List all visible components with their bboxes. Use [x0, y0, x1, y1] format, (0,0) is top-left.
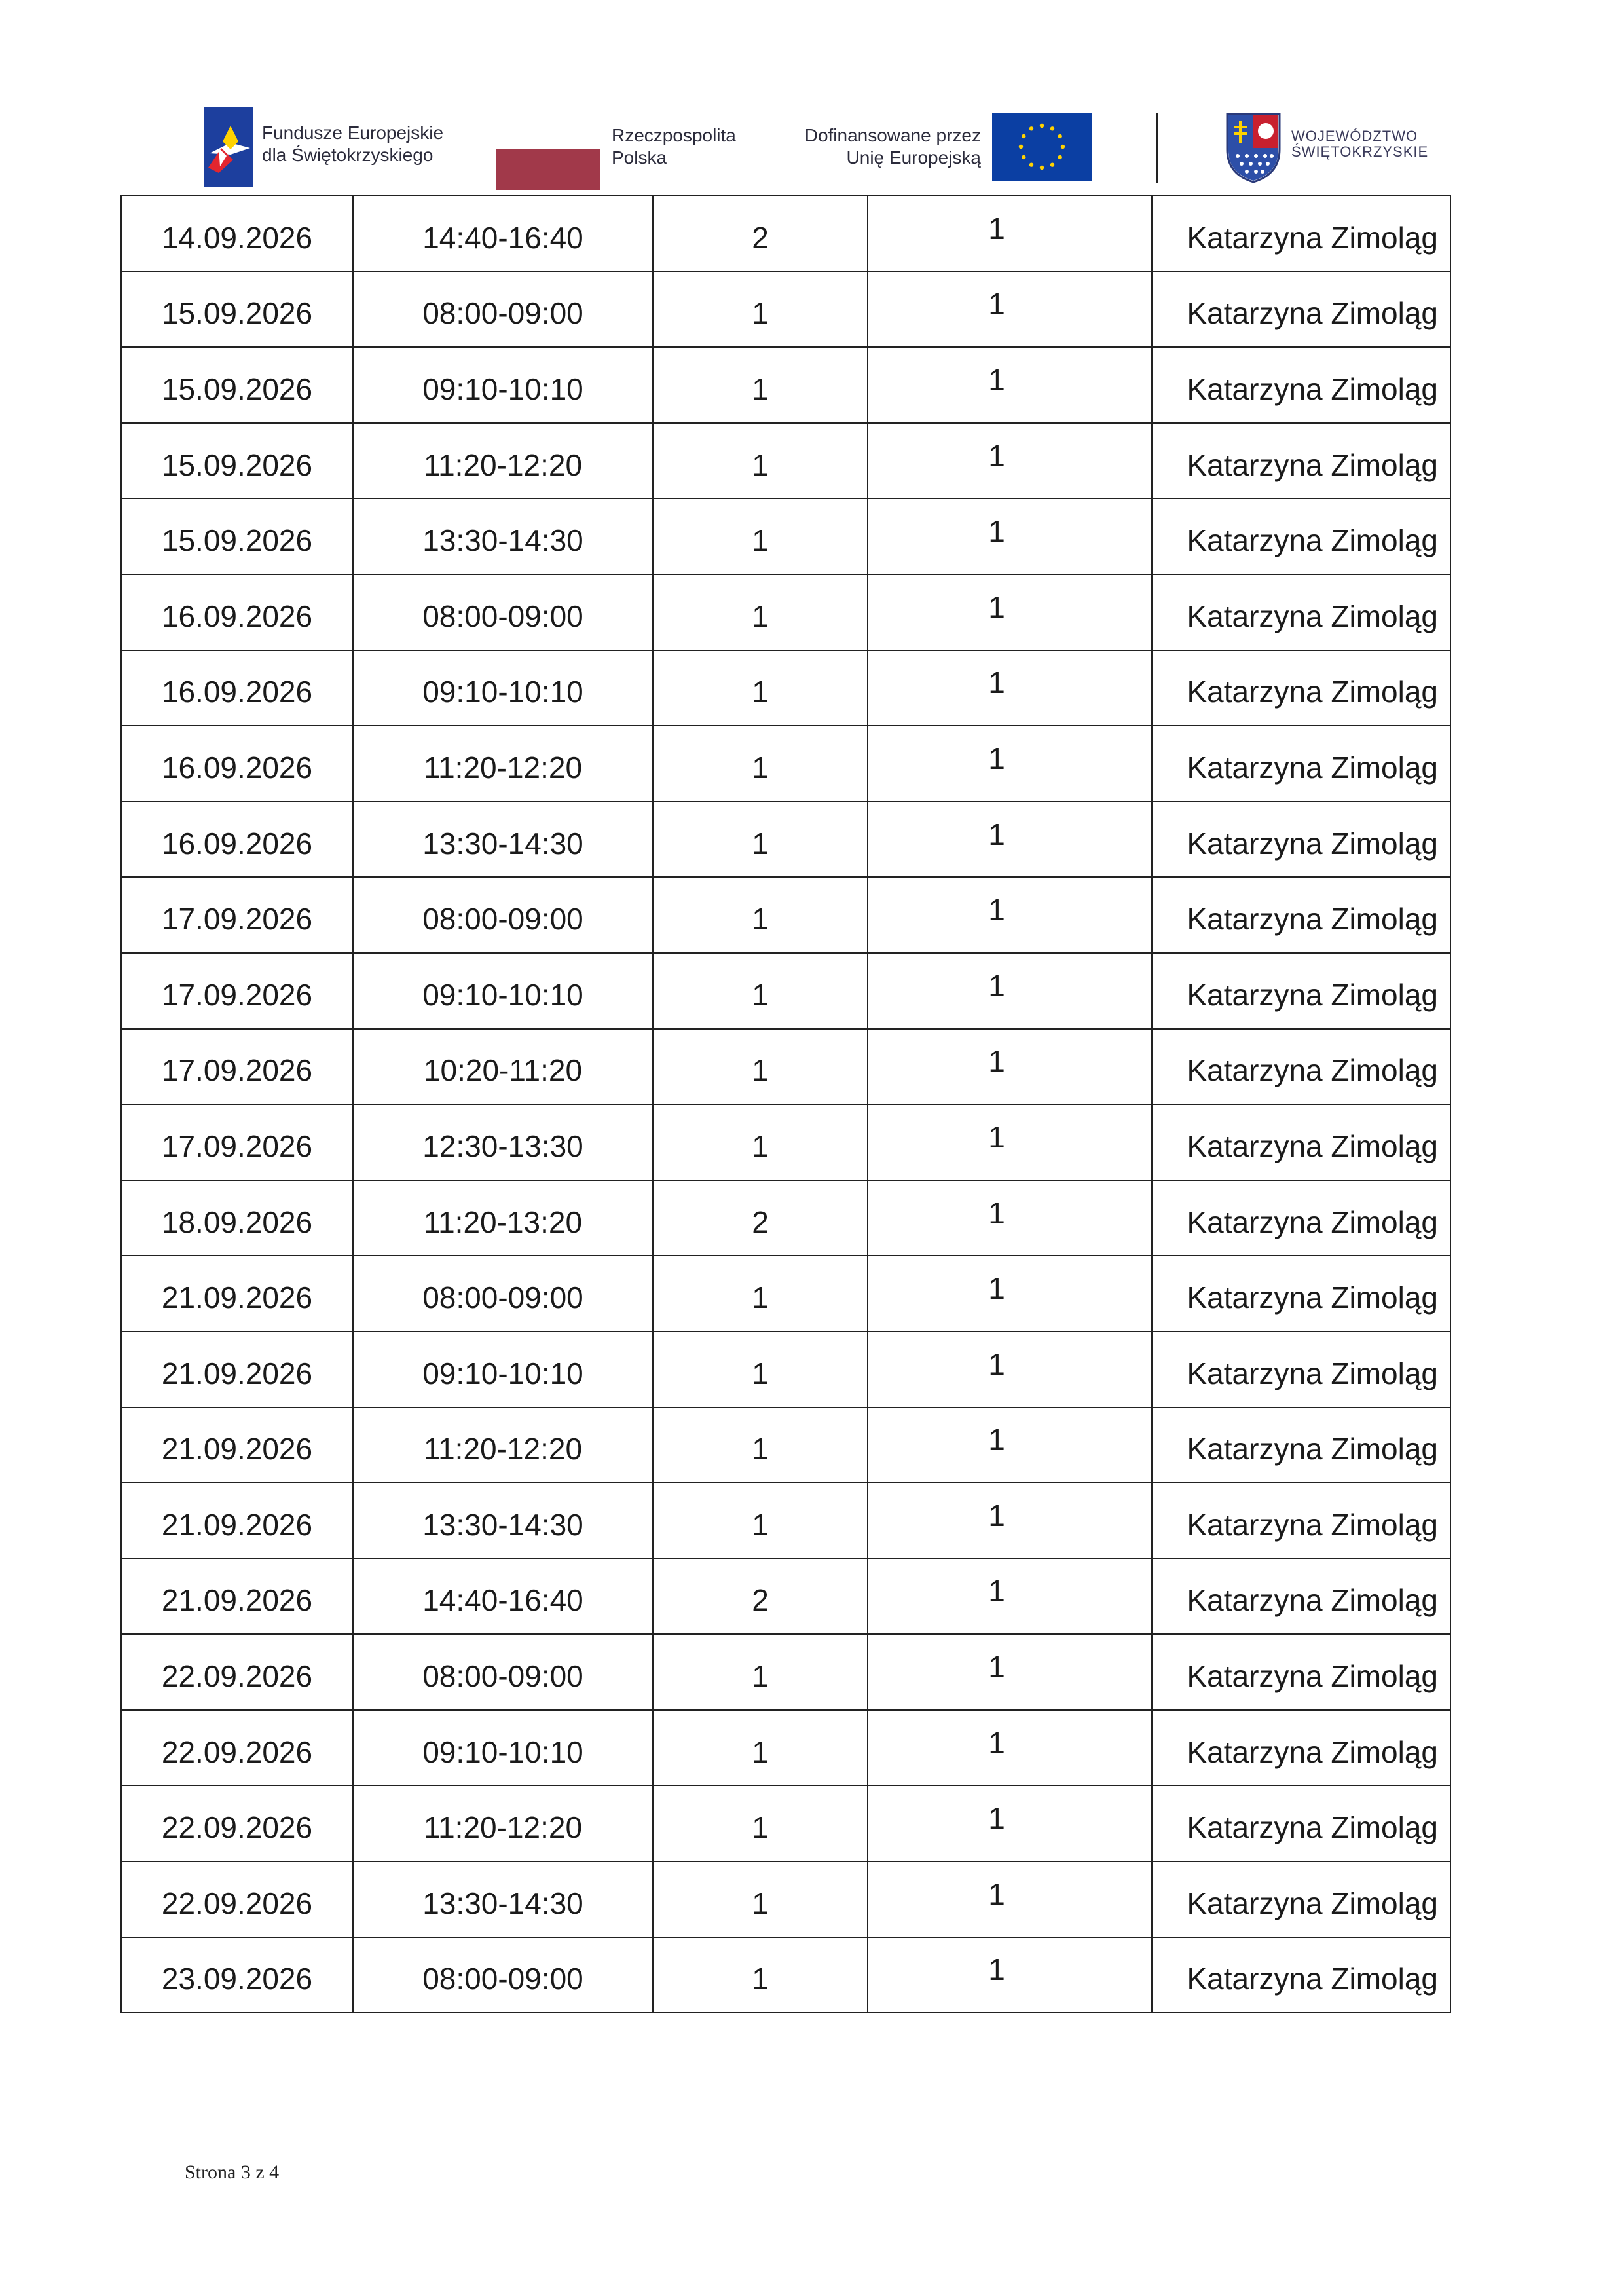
- teacher-cell-value: Katarzyna Zimoląg: [1187, 1583, 1438, 1618]
- date-cell-value: 21.09.2026: [161, 1432, 313, 1466]
- table-row: [121, 953, 1450, 1029]
- hours-cell-value: 1: [752, 977, 769, 1012]
- date-cell-value: 16.09.2026: [161, 750, 313, 785]
- time-cell: [353, 1180, 653, 1256]
- teacher-cell-value: Katarzyna Zimoląg: [1187, 1280, 1438, 1315]
- hours-cell-value: 1: [752, 296, 769, 331]
- group-cell-value: 1: [988, 1195, 1005, 1230]
- hours-cell-value: 1: [752, 447, 769, 482]
- time-cell: [353, 423, 653, 499]
- teacher-cell: [1152, 1937, 1450, 2013]
- hours-cell-value: 1: [752, 1053, 769, 1088]
- hours-cell-value: 2: [752, 1583, 769, 1618]
- group-cell: [868, 498, 1152, 574]
- table-row: [121, 574, 1450, 650]
- group-cell: [868, 1483, 1152, 1559]
- teacher-cell-value: Katarzyna Zimoląg: [1187, 1129, 1438, 1163]
- time-cell-value: 11:20-13:20: [423, 1204, 583, 1239]
- date-cell: [121, 574, 353, 650]
- table-row: [121, 1104, 1450, 1180]
- time-cell-value: 09:10-10:10: [422, 675, 583, 709]
- table-row: [121, 1408, 1450, 1483]
- group-cell: [868, 1785, 1152, 1861]
- teacher-cell: [1152, 498, 1450, 574]
- time-cell: [353, 1104, 653, 1180]
- table-row: [121, 272, 1450, 348]
- group-cell-value: 1: [988, 968, 1005, 1003]
- eu-line1: Dofinansowane przez: [804, 125, 981, 145]
- table-row: [121, 1937, 1450, 2013]
- group-cell-value: 1: [988, 1498, 1005, 1533]
- hours-cell: [653, 498, 868, 574]
- date-cell-value: 16.09.2026: [161, 599, 313, 633]
- date-cell: [121, 650, 353, 726]
- hours-cell: [653, 1256, 868, 1332]
- teacher-cell: [1152, 953, 1450, 1029]
- date-cell: [121, 347, 353, 423]
- date-cell: [121, 1029, 353, 1105]
- time-cell-value: 09:10-10:10: [422, 1356, 583, 1390]
- date-cell: [121, 726, 353, 802]
- hours-cell-value: 1: [752, 371, 769, 406]
- table-row: [121, 498, 1450, 574]
- wojewodztwo-text: [1291, 128, 1428, 160]
- date-cell: [121, 1104, 353, 1180]
- date-cell-value: 15.09.2026: [161, 371, 313, 406]
- eu-funding-text: [784, 124, 981, 169]
- group-cell-value: 1: [988, 1876, 1005, 1911]
- hours-cell-value: 1: [752, 1507, 769, 1542]
- time-cell: [353, 1785, 653, 1861]
- hours-cell: [653, 1483, 868, 1559]
- eu-line2: Unię Europejską: [846, 147, 981, 168]
- time-cell: [353, 802, 653, 878]
- time-cell-value: 11:20-12:20: [423, 1432, 583, 1466]
- teacher-cell-value: Katarzyna Zimoląg: [1187, 1659, 1438, 1694]
- hours-cell-value: 1: [752, 826, 769, 861]
- time-cell: [353, 1408, 653, 1483]
- table-row: [121, 1180, 1450, 1256]
- group-cell: [868, 877, 1152, 953]
- teacher-cell: [1152, 347, 1450, 423]
- teacher-cell: [1152, 1710, 1450, 1786]
- hours-cell-value: 1: [752, 1734, 769, 1769]
- teacher-cell: [1152, 877, 1450, 953]
- time-cell-value: 08:00-09:00: [422, 1962, 583, 1996]
- group-cell: [868, 347, 1152, 423]
- teacher-cell: [1152, 1483, 1450, 1559]
- hours-cell-value: 1: [752, 1129, 769, 1163]
- hours-cell: [653, 1332, 868, 1408]
- group-cell-value: 1: [988, 1271, 1005, 1306]
- group-cell: [868, 1029, 1152, 1105]
- hours-cell-value: 1: [752, 1810, 769, 1845]
- time-cell: [353, 196, 653, 272]
- table-row: [121, 726, 1450, 802]
- time-cell: [353, 1861, 653, 1937]
- date-cell: [121, 953, 353, 1029]
- teacher-cell-value: Katarzyna Zimoląg: [1187, 599, 1438, 633]
- hours-cell: [653, 1408, 868, 1483]
- date-cell-value: 17.09.2026: [161, 977, 313, 1012]
- eu-flag-icon: [992, 113, 1092, 181]
- teacher-cell: [1152, 1408, 1450, 1483]
- teacher-cell-value: Katarzyna Zimoląg: [1187, 447, 1438, 482]
- time-cell: [353, 650, 653, 726]
- time-cell-value: 13:30-14:30: [422, 1886, 583, 1920]
- group-cell: [868, 953, 1152, 1029]
- page-number: Strona 3 z 4: [185, 2161, 280, 2183]
- date-cell-value: 17.09.2026: [161, 902, 313, 937]
- teacher-cell: [1152, 1332, 1450, 1408]
- teacher-cell-value: Katarzyna Zimoląg: [1187, 1886, 1438, 1920]
- fundusze-europejskie-logo: [204, 107, 253, 187]
- fe-line2: dla Świętokrzyskiego: [262, 145, 434, 165]
- time-cell: [353, 1937, 653, 2013]
- date-cell: [121, 1332, 353, 1408]
- time-cell: [353, 1256, 653, 1332]
- group-cell: [868, 1256, 1152, 1332]
- woj-line2: ŚWIĘTOKRZYSKIE: [1291, 143, 1429, 160]
- teacher-cell-value: Katarzyna Zimoląg: [1187, 1356, 1438, 1390]
- teacher-cell-value: Katarzyna Zimoląg: [1187, 750, 1438, 785]
- polish-flag: [496, 107, 600, 190]
- group-cell-value: 1: [988, 665, 1005, 700]
- teacher-cell: [1152, 726, 1450, 802]
- teacher-cell: [1152, 1180, 1450, 1256]
- teacher-cell: [1152, 650, 1450, 726]
- teacher-cell: [1152, 196, 1450, 272]
- group-cell: [868, 1937, 1152, 2013]
- date-cell-value: 21.09.2026: [161, 1356, 313, 1390]
- hours-cell: [653, 1634, 868, 1710]
- hours-cell: [653, 1104, 868, 1180]
- hours-cell: [653, 1180, 868, 1256]
- logo-bar: [196, 105, 1441, 196]
- header-divider: [1156, 113, 1158, 183]
- teacher-cell: [1152, 1104, 1450, 1180]
- time-cell-value: 08:00-09:00: [422, 1659, 583, 1694]
- group-cell: [868, 802, 1152, 878]
- date-cell-value: 22.09.2026: [161, 1886, 313, 1920]
- rp-line1: Rzeczpospolita: [612, 125, 736, 145]
- hours-cell: [653, 196, 868, 272]
- group-cell: [868, 1408, 1152, 1483]
- group-cell: [868, 726, 1152, 802]
- group-cell-value: 1: [988, 1725, 1005, 1760]
- table-row: [121, 196, 1450, 272]
- hours-cell-value: 1: [752, 1659, 769, 1694]
- group-cell-value: 1: [988, 362, 1005, 397]
- teacher-cell-value: Katarzyna Zimoląg: [1187, 675, 1438, 709]
- group-cell-value: 1: [988, 817, 1005, 851]
- group-cell-value: 1: [988, 1574, 1005, 1609]
- group-cell: [868, 196, 1152, 272]
- date-cell: [121, 1483, 353, 1559]
- date-cell: [121, 1861, 353, 1937]
- hours-cell: [653, 347, 868, 423]
- hours-cell: [653, 953, 868, 1029]
- teacher-cell-value: Katarzyna Zimoląg: [1187, 1810, 1438, 1845]
- time-cell: [353, 877, 653, 953]
- date-cell-value: 21.09.2026: [161, 1583, 313, 1618]
- rzeczpospolita-text: [612, 124, 736, 169]
- hours-cell-value: 2: [752, 220, 769, 255]
- group-cell-value: 1: [988, 1952, 1005, 1987]
- teacher-cell: [1152, 272, 1450, 348]
- teacher-cell-value: Katarzyna Zimoląg: [1187, 1053, 1438, 1088]
- hours-cell: [653, 726, 868, 802]
- hours-cell-value: 1: [752, 1356, 769, 1390]
- date-cell-value: 15.09.2026: [161, 296, 313, 331]
- teacher-cell-value: Katarzyna Zimoląg: [1187, 826, 1438, 861]
- date-cell: [121, 498, 353, 574]
- table-row: [121, 347, 1450, 423]
- date-cell: [121, 423, 353, 499]
- schedule-table: [120, 195, 1451, 2013]
- table-row: [121, 1861, 1450, 1937]
- time-cell-value: 12:30-13:30: [422, 1129, 583, 1163]
- date-cell: [121, 196, 353, 272]
- hours-cell: [653, 272, 868, 348]
- wojewodztwo-crest-icon: [1225, 111, 1282, 183]
- hours-cell-value: 1: [752, 750, 769, 785]
- group-cell: [868, 1104, 1152, 1180]
- date-cell: [121, 877, 353, 953]
- time-cell: [353, 1559, 653, 1635]
- table-row: [121, 1483, 1450, 1559]
- time-cell-value: 09:10-10:10: [422, 1734, 583, 1769]
- hours-cell: [653, 1559, 868, 1635]
- fe-line1: Fundusze Europejskie: [262, 122, 444, 143]
- group-cell: [868, 1710, 1152, 1786]
- date-cell-value: 15.09.2026: [161, 523, 313, 558]
- group-cell-value: 1: [988, 589, 1005, 624]
- group-cell-value: 1: [988, 1347, 1005, 1381]
- group-cell: [868, 1332, 1152, 1408]
- group-cell-value: 1: [988, 741, 1005, 775]
- hours-cell: [653, 1029, 868, 1105]
- teacher-cell: [1152, 1634, 1450, 1710]
- date-cell-value: 14.09.2026: [161, 220, 313, 255]
- table-row: [121, 1710, 1450, 1786]
- date-cell-value: 17.09.2026: [161, 1053, 313, 1088]
- time-cell-value: 11:20-12:20: [423, 447, 583, 482]
- schedule-table-body: [121, 196, 1450, 2013]
- rp-line2: Polska: [612, 147, 667, 168]
- date-cell-value: 22.09.2026: [161, 1734, 313, 1769]
- table-row: [121, 423, 1450, 499]
- hours-cell: [653, 1785, 868, 1861]
- hours-cell: [653, 1861, 868, 1937]
- time-cell: [353, 347, 653, 423]
- woj-line1: WOJEWÓDZTWO: [1291, 128, 1418, 144]
- date-cell-value: 18.09.2026: [161, 1204, 313, 1239]
- group-cell-value: 1: [988, 1044, 1005, 1079]
- time-cell-value: 14:40-16:40: [422, 1583, 583, 1618]
- group-cell: [868, 1634, 1152, 1710]
- date-cell-value: 22.09.2026: [161, 1659, 313, 1694]
- time-cell-value: 09:10-10:10: [422, 371, 583, 406]
- teacher-cell-value: Katarzyna Zimoląg: [1187, 296, 1438, 331]
- table-row: [121, 1332, 1450, 1408]
- time-cell: [353, 1332, 653, 1408]
- hours-cell-value: 1: [752, 1280, 769, 1315]
- date-cell: [121, 272, 353, 348]
- hours-cell: [653, 423, 868, 499]
- group-cell: [868, 1861, 1152, 1937]
- time-cell: [353, 726, 653, 802]
- time-cell: [353, 272, 653, 348]
- date-cell-value: 22.09.2026: [161, 1810, 313, 1845]
- hours-cell-value: 1: [752, 902, 769, 937]
- group-cell: [868, 1180, 1152, 1256]
- date-cell: [121, 1180, 353, 1256]
- time-cell: [353, 498, 653, 574]
- date-cell: [121, 802, 353, 878]
- teacher-cell: [1152, 574, 1450, 650]
- teacher-cell: [1152, 423, 1450, 499]
- teacher-cell-value: Katarzyna Zimoląg: [1187, 977, 1438, 1012]
- hours-cell: [653, 877, 868, 953]
- time-cell: [353, 1634, 653, 1710]
- time-cell-value: 08:00-09:00: [422, 1280, 583, 1315]
- date-cell-value: 17.09.2026: [161, 1129, 313, 1163]
- time-cell: [353, 1710, 653, 1786]
- date-cell-value: 16.09.2026: [161, 826, 313, 861]
- hours-cell-value: 1: [752, 1432, 769, 1466]
- time-cell-value: 11:20-12:20: [423, 750, 583, 785]
- table-row: [121, 1029, 1450, 1105]
- hours-cell-value: 1: [752, 523, 769, 558]
- teacher-cell: [1152, 1559, 1450, 1635]
- time-cell: [353, 574, 653, 650]
- hours-cell-value: 1: [752, 1962, 769, 1996]
- teacher-cell-value: Katarzyna Zimoląg: [1187, 220, 1438, 255]
- date-cell-value: 16.09.2026: [161, 675, 313, 709]
- hours-cell-value: 1: [752, 675, 769, 709]
- teacher-cell: [1152, 802, 1450, 878]
- table-row: [121, 650, 1450, 726]
- group-cell-value: 1: [988, 438, 1005, 473]
- teacher-cell-value: Katarzyna Zimoląg: [1187, 902, 1438, 937]
- time-cell-value: 08:00-09:00: [422, 599, 583, 633]
- teacher-cell-value: Katarzyna Zimoląg: [1187, 1962, 1438, 1996]
- time-cell-value: 09:10-10:10: [422, 977, 583, 1012]
- group-cell: [868, 423, 1152, 499]
- time-cell-value: 13:30-14:30: [422, 523, 583, 558]
- group-cell: [868, 650, 1152, 726]
- time-cell-value: 08:00-09:00: [422, 902, 583, 937]
- teacher-cell-value: Katarzyna Zimoląg: [1187, 523, 1438, 558]
- table-row: [121, 1634, 1450, 1710]
- fundusze-europejskie-text: [262, 122, 443, 166]
- date-cell: [121, 1937, 353, 2013]
- date-cell: [121, 1634, 353, 1710]
- teacher-cell-value: Katarzyna Zimoląg: [1187, 1507, 1438, 1542]
- time-cell: [353, 953, 653, 1029]
- teacher-cell: [1152, 1256, 1450, 1332]
- hours-cell: [653, 1710, 868, 1786]
- time-cell: [353, 1029, 653, 1105]
- hours-cell-value: 2: [752, 1204, 769, 1239]
- teacher-cell-value: Katarzyna Zimoląg: [1187, 1432, 1438, 1466]
- date-cell: [121, 1785, 353, 1861]
- time-cell: [353, 1483, 653, 1559]
- teacher-cell-value: Katarzyna Zimoląg: [1187, 371, 1438, 406]
- time-cell-value: 11:20-12:20: [423, 1810, 583, 1845]
- table-row: [121, 802, 1450, 878]
- teacher-cell-value: Katarzyna Zimoląg: [1187, 1734, 1438, 1769]
- group-cell: [868, 272, 1152, 348]
- group-cell-value: 1: [988, 287, 1005, 322]
- date-cell: [121, 1559, 353, 1635]
- group-cell-value: 1: [988, 1423, 1005, 1457]
- table-row: [121, 877, 1450, 953]
- hours-cell-value: 1: [752, 1886, 769, 1920]
- teacher-cell: [1152, 1861, 1450, 1937]
- group-cell-value: 1: [988, 514, 1005, 549]
- date-cell-value: 21.09.2026: [161, 1280, 313, 1315]
- group-cell: [868, 574, 1152, 650]
- hours-cell: [653, 650, 868, 726]
- time-cell-value: 13:30-14:30: [422, 1507, 583, 1542]
- table-row: [121, 1256, 1450, 1332]
- teacher-cell-value: Katarzyna Zimoląg: [1187, 1204, 1438, 1239]
- hours-cell: [653, 802, 868, 878]
- time-cell-value: 13:30-14:30: [422, 826, 583, 861]
- date-cell: [121, 1710, 353, 1786]
- group-cell-value: 1: [988, 1801, 1005, 1836]
- table-row: [121, 1559, 1450, 1635]
- time-cell-value: 10:20-11:20: [423, 1053, 583, 1088]
- date-cell: [121, 1408, 353, 1483]
- teacher-cell: [1152, 1785, 1450, 1861]
- date-cell-value: 23.09.2026: [161, 1962, 313, 1996]
- hours-cell: [653, 1937, 868, 2013]
- group-cell-value: 1: [988, 1650, 1005, 1685]
- date-cell-value: 21.09.2026: [161, 1507, 313, 1542]
- date-cell: [121, 1256, 353, 1332]
- group-cell: [868, 1559, 1152, 1635]
- hours-cell-value: 1: [752, 599, 769, 633]
- time-cell-value: 08:00-09:00: [422, 296, 583, 331]
- hours-cell: [653, 574, 868, 650]
- group-cell-value: 1: [988, 893, 1005, 927]
- group-cell-value: 1: [988, 1119, 1005, 1154]
- table-row: [121, 1785, 1450, 1861]
- group-cell-value: 1: [988, 211, 1005, 246]
- date-cell-value: 15.09.2026: [161, 447, 313, 482]
- time-cell-value: 14:40-16:40: [422, 220, 583, 255]
- teacher-cell: [1152, 1029, 1450, 1105]
